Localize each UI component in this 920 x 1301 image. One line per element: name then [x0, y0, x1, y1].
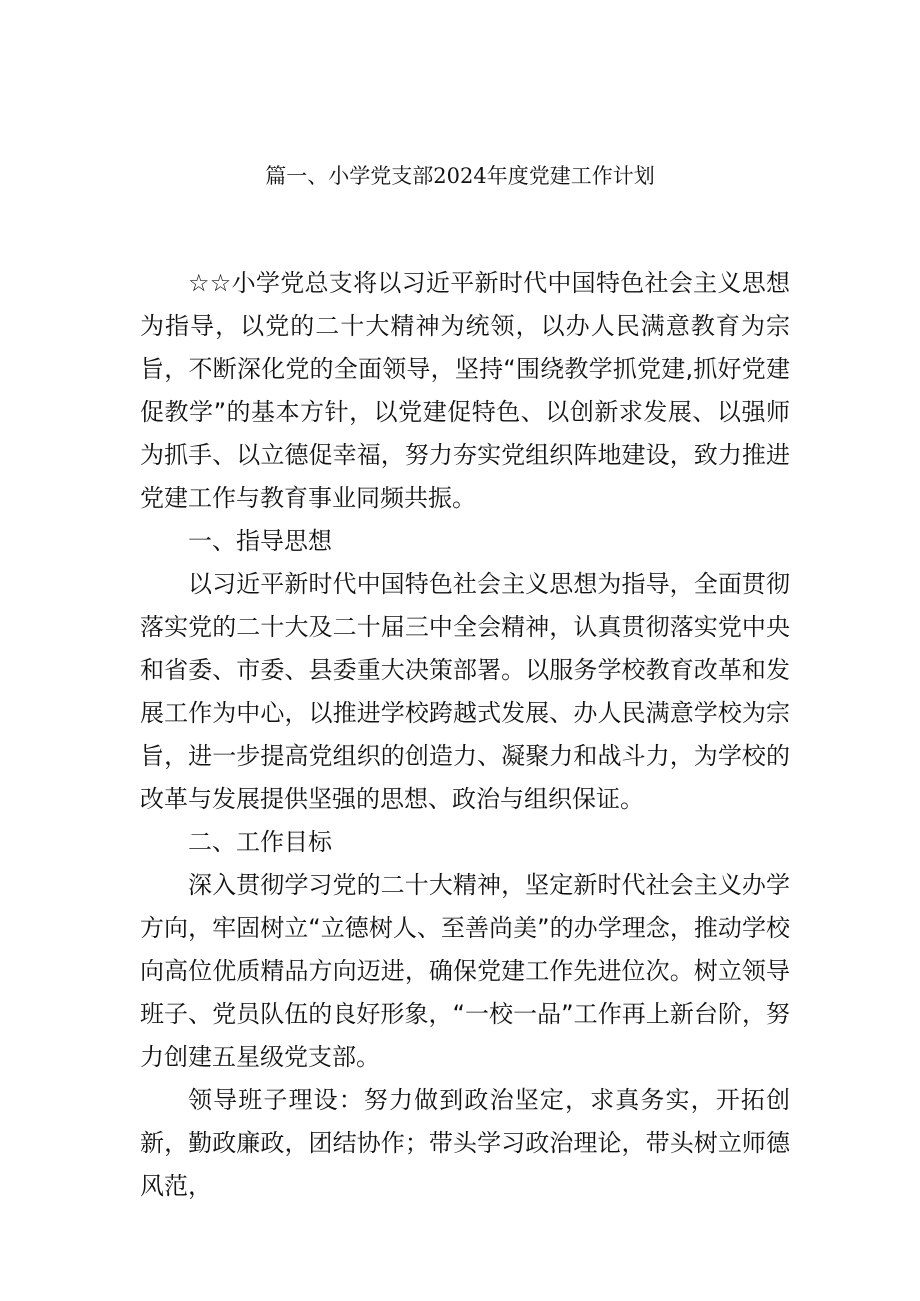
page-title: 篇一、小学党支部2024年度党建工作计划 — [265, 164, 655, 188]
paragraph-intro: ☆☆小学党总支将以习近平新时代中国特色社会主义思想为指导，以党的二十大精神为统领，以办人民满意教育为宗旨，不断深化党的全面领导，坚持“围绕教学抓党建,抓好党建促教学”的基本方针，以党建促特色、以创新求发展、以强师为抓手、以立德促幸福，努力夯实党组织阵地建设，致力推进党建工作与教育事业同频共振。 — [140, 269, 790, 512]
paragraph-leadership-building: 领导班子理设：努力做到政治坚定，求真务实，开拓创新，勤政廉政，团结协作；带头学习政治理论，带头树立师德风范， — [140, 1086, 790, 1200]
section-heading-work-goals: 二、工作目标 — [188, 828, 332, 856]
document-body — [140, 262, 790, 1208]
paragraph-guiding-ideology: 以习近平新时代中国特色社会主义思想为指导，全面贯彻落实党的二十大及二十届三中全会精神，认真贯彻落实党中央和省委、市委、县委重大决策部署。以服务学校教育改革和发展工作为中心，以推进学校跨越式发展、办人民满意学校为宗旨，进一步提高党组织的创造力、凝聚力和战斗力，为学校的改革与发展提供坚强的思想、政治与组织保证。 — [140, 570, 790, 813]
section-heading-guiding-ideology: 一、指导思想 — [188, 527, 332, 555]
paragraph-work-goals: 深入贯彻学习党的二十大精神，坚定新时代社会主义办学方向，牢固树立“立德树人、至善尚美”的办学理念，推动学校向高位优质精品方向迈进，确保党建工作先进位次。树立领导班子、党员队伍的良好形象，“一校一品”工作再上新台阶，努力创建五星级党支部。 — [140, 871, 790, 1071]
